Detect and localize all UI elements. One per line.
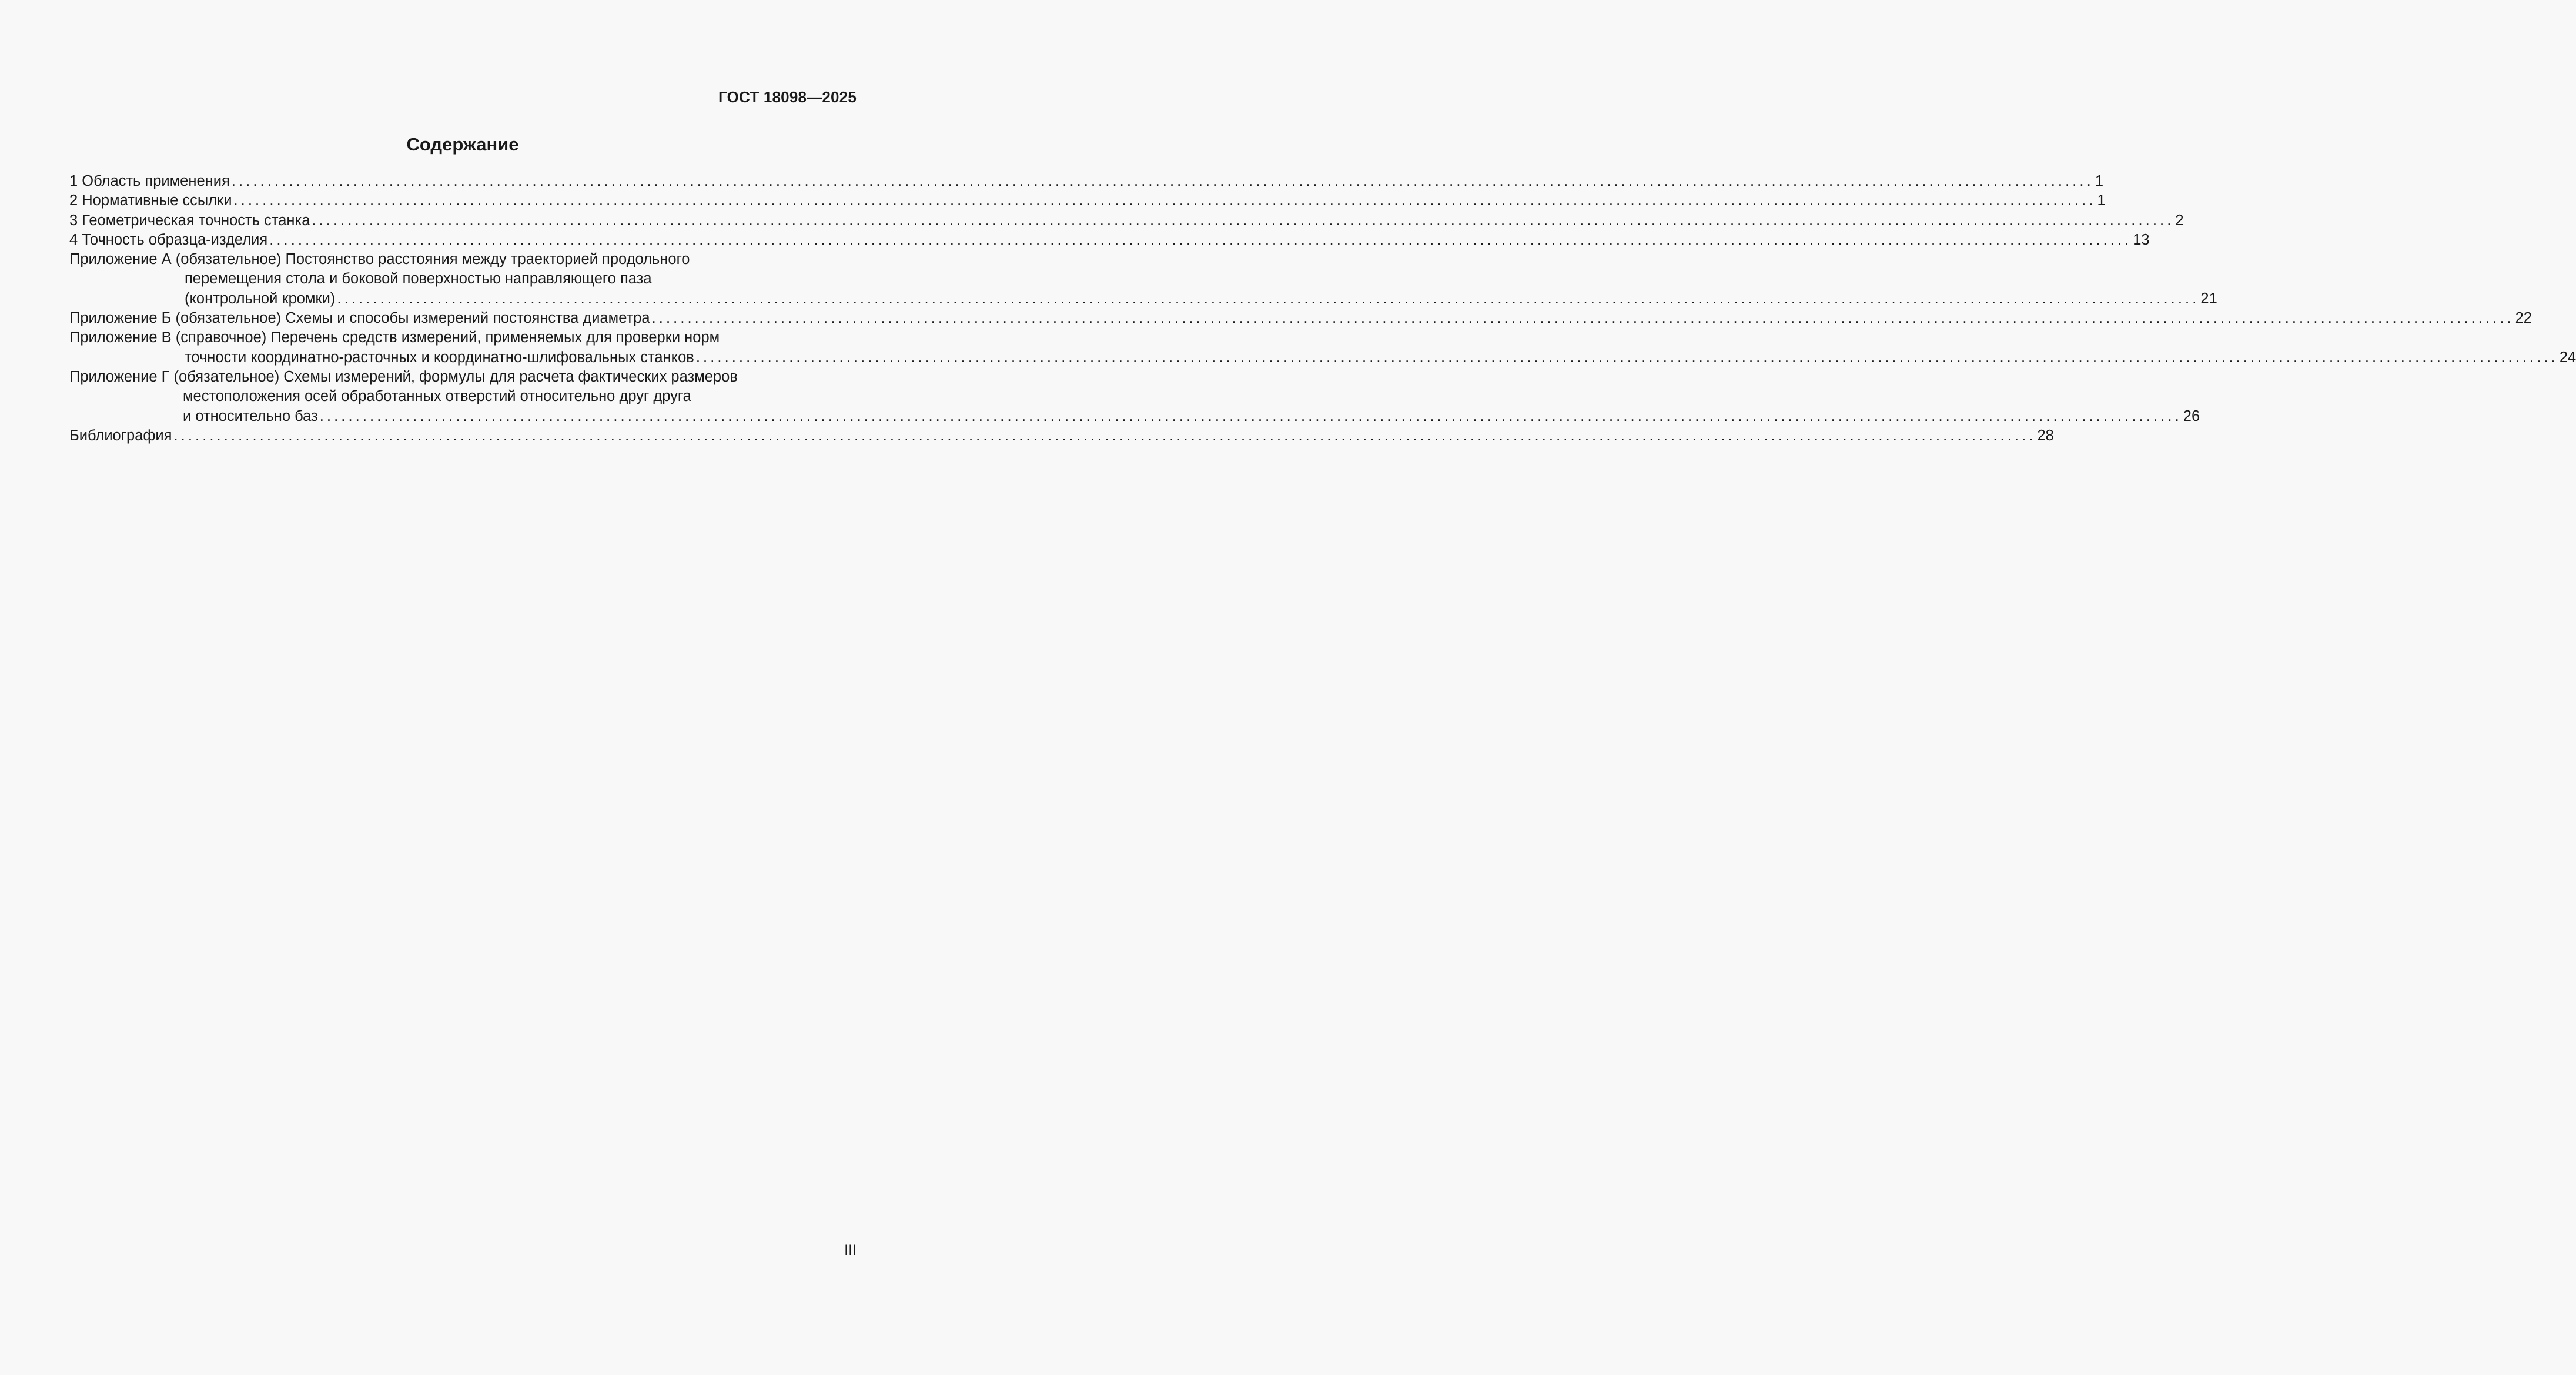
toc-entry-bibliography[interactable]: [69, 426, 2054, 446]
toc-entry-title: Приложение А (обязательное) Постоянство расстояния между траекторией продольного: [69, 251, 690, 268]
dot-leader: ....................................................................................................................................................................................................................................................................: [269, 231, 2132, 248]
dot-leader: ....................................................................................................................................................................................................................................................................: [337, 290, 2200, 307]
toc-entry-title: 4 Точность образца-изделия: [69, 231, 268, 248]
toc-entry-appendix-a[interactable]: [69, 250, 2217, 309]
toc-entry-geometric-accuracy[interactable]: [69, 211, 2184, 230]
toc-entry-page: 21: [2200, 290, 2217, 307]
toc-entry-appendix-b[interactable]: [69, 309, 2532, 328]
toc-entry-title-continuation: местоположения осей обработанных отверстий относительно друг друга: [183, 388, 691, 405]
dot-leader: ....................................................................................................................................................................................................................................................................: [695, 349, 2558, 366]
dot-leader: ....................................................................................................................................................................................................................................................................: [319, 407, 2182, 424]
toc-entry-scope[interactable]: [69, 172, 2103, 191]
toc-entry-appendix-v[interactable]: [69, 328, 2576, 367]
toc-entry-appendix-g[interactable]: [69, 367, 2200, 426]
toc-heading: Содержание: [406, 134, 519, 155]
dot-leader: ....................................................................................................................................................................................................................................................................: [173, 427, 2036, 444]
toc-entry-title-continuation: точности координатно-расточных и координатно-шлифовальных станков: [185, 349, 694, 366]
toc-entry-title: 2 Нормативные ссылки: [69, 192, 232, 209]
table-of-contents: [69, 172, 2576, 446]
toc-entry-page: 26: [2183, 407, 2200, 424]
toc-entry-page: 1: [2097, 192, 2106, 209]
toc-entry-title: Библиография: [69, 427, 172, 444]
toc-entry-page: 1: [2095, 173, 2103, 189]
toc-entry-title: Приложение Г (обязательное) Схемы измерений, формулы для расчета фактических размеров: [69, 368, 738, 385]
dot-leader: ....................................................................................................................................................................................................................................................................: [233, 192, 2096, 209]
page-number: III: [844, 1242, 857, 1259]
toc-entry-title-continuation: и относительно баз: [183, 407, 318, 424]
dot-leader: ....................................................................................................................................................................................................................................................................: [231, 173, 2094, 189]
dot-leader: ....................................................................................................................................................................................................................................................................: [312, 212, 2174, 229]
toc-entry-page: 28: [2037, 427, 2054, 444]
toc-entry-title: 3 Геометрическая точность станка: [69, 212, 310, 229]
document-code: ГОСТ 18098—2025: [718, 88, 857, 106]
dot-leader: ....................................................................................................................................................................................................................................................................: [651, 310, 2514, 327]
toc-entry-title: Приложение Б (обязательное) Схемы и способы измерений постоянства диаметра: [69, 310, 650, 327]
toc-entry-normative-references[interactable]: [69, 191, 2106, 210]
toc-entry-title-continuation: перемещения стола и боковой поверхностью направляющего паза: [185, 270, 652, 287]
toc-entry-page: 22: [2515, 310, 2532, 327]
toc-entry-page: 13: [2133, 231, 2150, 248]
toc-entry-page: 24: [2559, 349, 2576, 366]
toc-entry-page: 2: [2175, 212, 2184, 229]
toc-entry-title: Приложение В (справочное) Перечень средств измерений, применяемых для проверки норм: [69, 329, 720, 346]
toc-entry-title-continuation: (контрольной кромки): [185, 290, 336, 307]
toc-entry-title: 1 Область применения: [69, 173, 230, 189]
toc-entry-sample-accuracy[interactable]: [69, 230, 2150, 250]
